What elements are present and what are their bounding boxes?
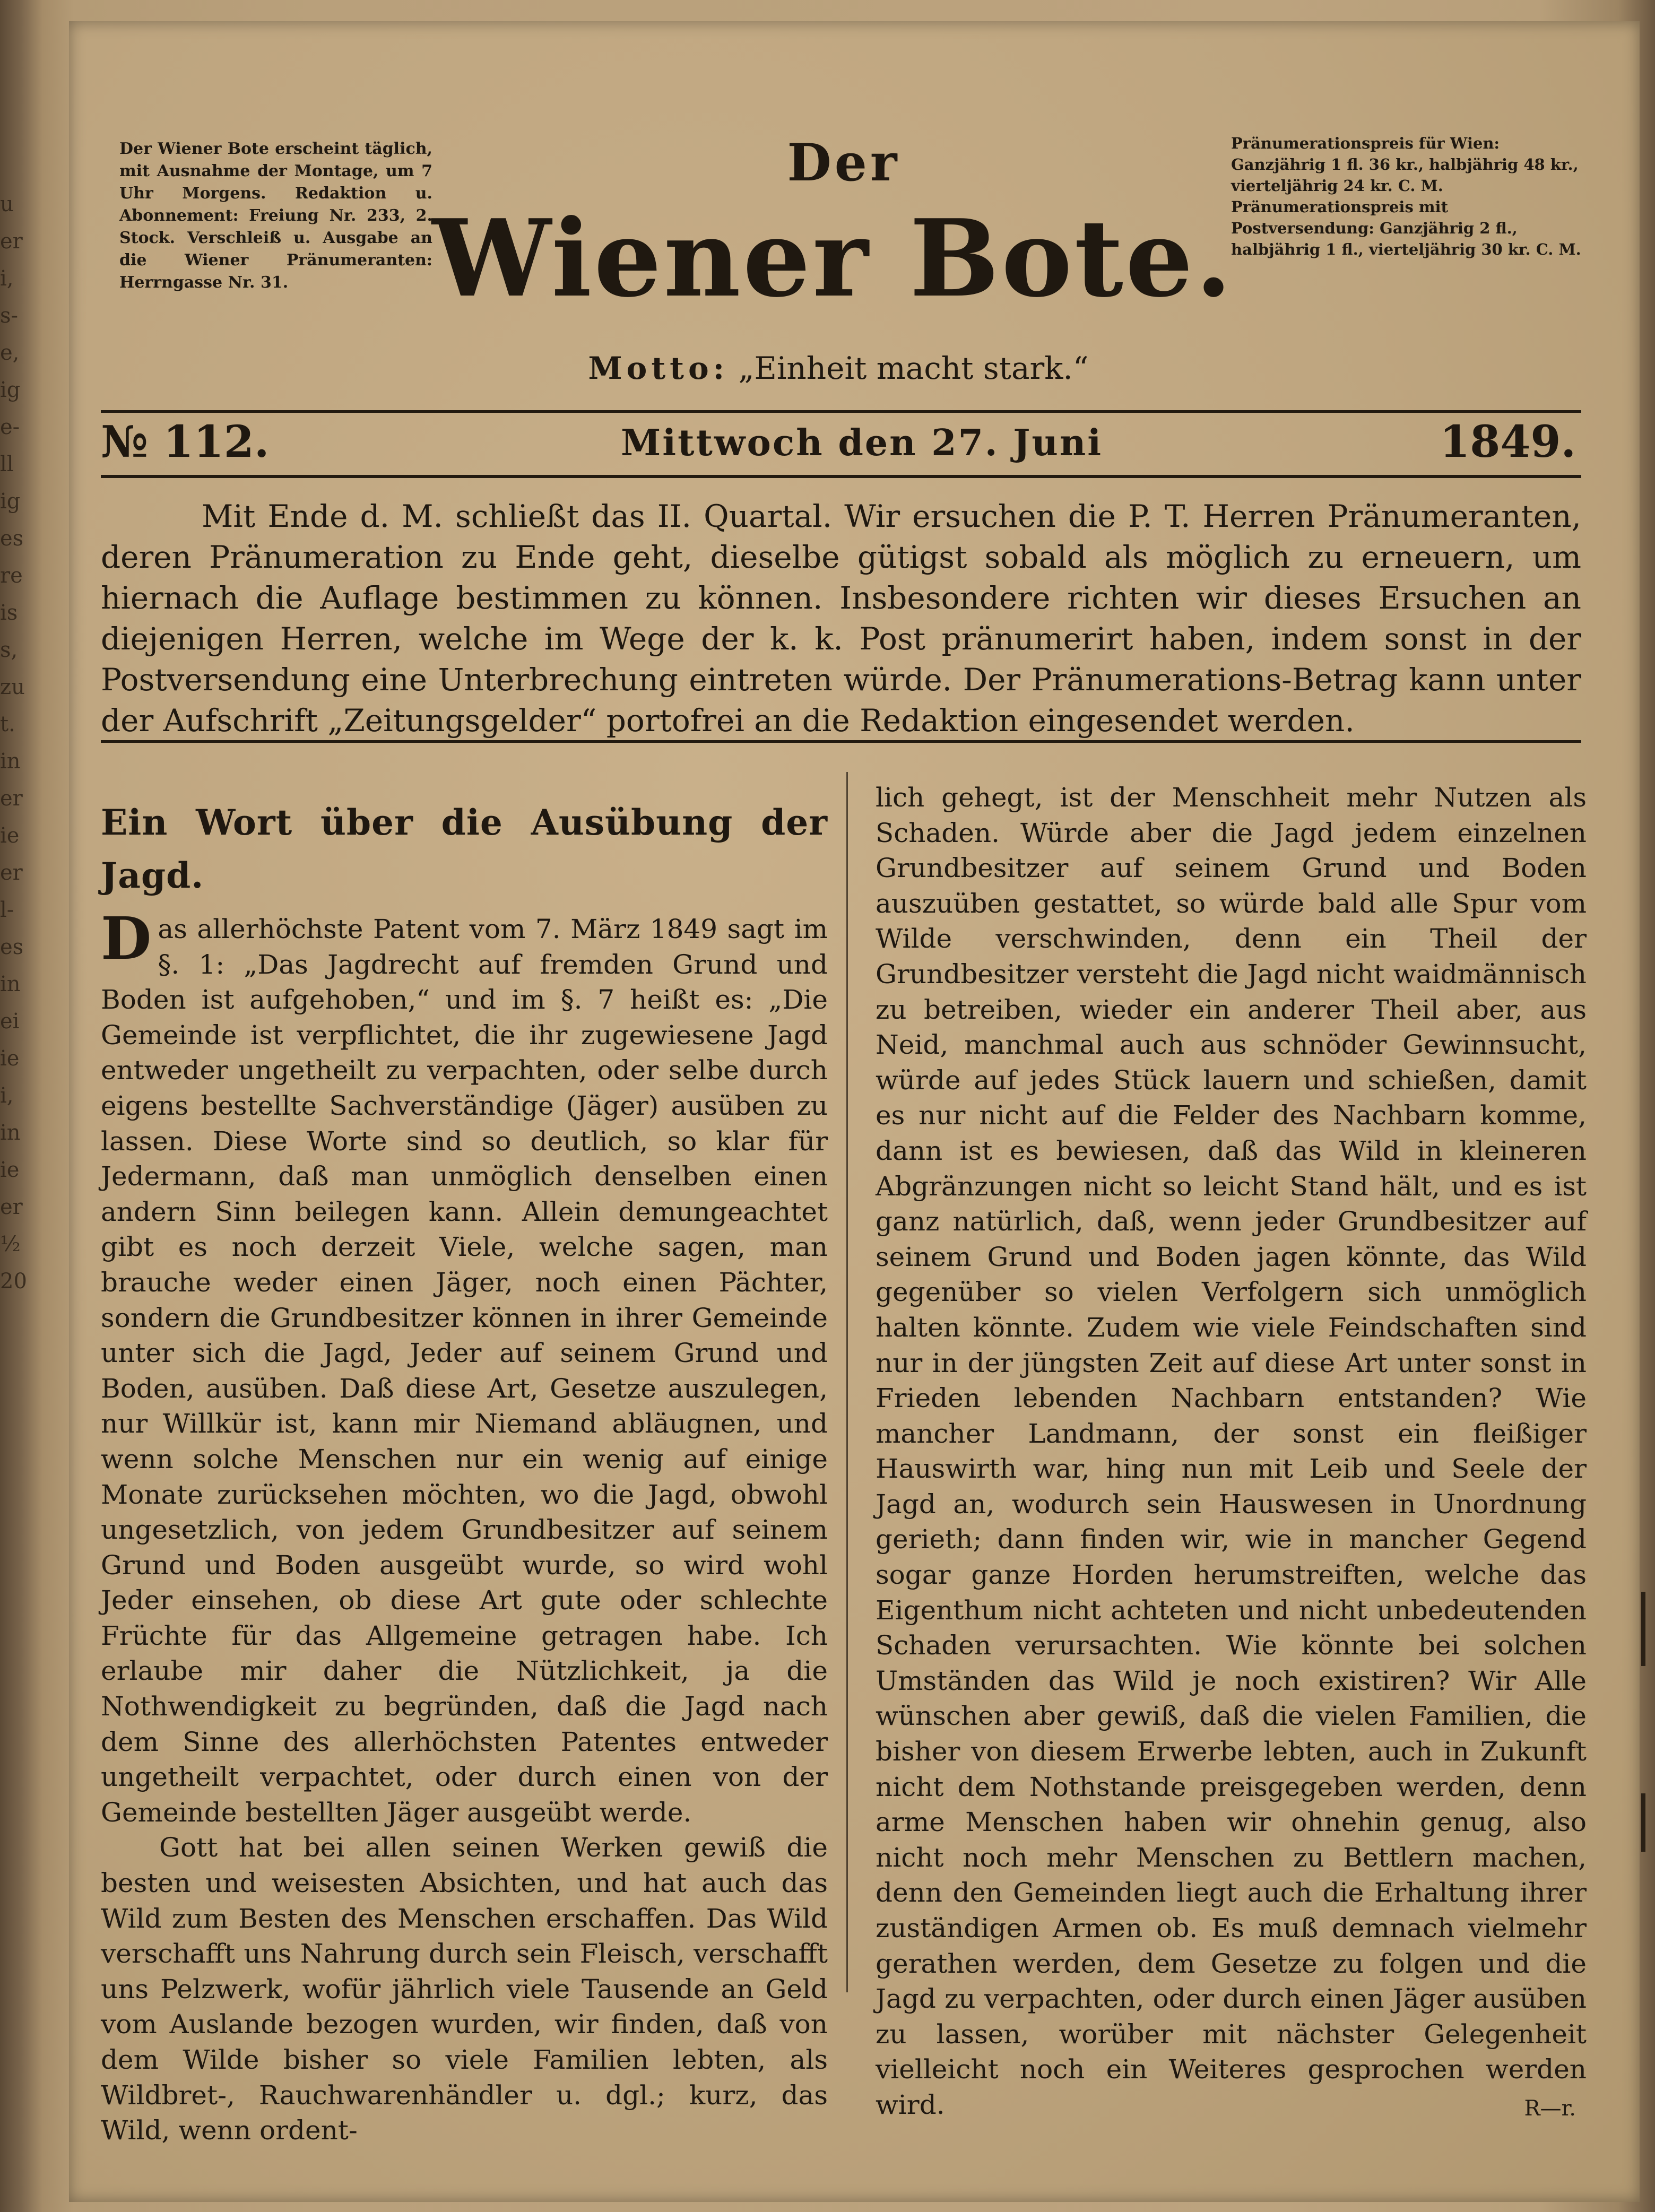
paragraph-1-text: as allerhöchste Patent vom 7. März 1849 sagt im §. 1: „Das Jagdrecht auf fremden Grund und Boden ist aufgehoben,“ und im §. 7 heißt es: „Die Gemeinde ist verpflichtet, die ihr zugewiesene Jagd entweder ungetheilt zu verpachten, oder selbe durch eigens bestellte Sachverständige (Jäger) ausüben zu lassen. Diese Worte sind so deutlich, so klar für Jedermann, daß man unmöglich denselben einen andern Sinn beilegen kann. Allein demungeachtet gibt es noch derzeit Viele, welche sagen, man brauche weder einen Jäger, noch einen Pächter, sondern die Grundbesitzer können in ihrer Gemeinde unter sich die Jagd, Jeder auf seinem Grund und Boden, ausüben. Daß diese Art, Gesetze auszulegen, nur Willkür ist, kann mir Niemand abläugnen, und wenn solche Menschen nur ein wenig auf einige Monate zurücksehen möchten, wo die Jagd, obwohl ungesetzlich, von jedem Grundbesitzer auf seinem Grund und Boden ausgeübt wurde, so wird wohl Jeder einsehen, ob diese Art gute oder schlechte Früchte für das Allgemeine getragen habe. Ich erlaube mir daher die Nützlichkeit, ja die Nothwendigkeit zu begründen, daß die Jagd nach dem Sinne des allerhöchsten Patentes entweder ungetheilt verpachtet, oder durch einen von der Gemeinde bestellten Jäger ausgeübt werde. bbox=[101, 914, 828, 1828]
previous-page-fragment: es bbox=[0, 935, 24, 959]
newspaper-title: Wiener Bote. bbox=[432, 196, 1234, 321]
motto-label: Motto: bbox=[588, 350, 729, 386]
drop-cap: D bbox=[101, 904, 152, 973]
previous-page-fragment: s- bbox=[0, 303, 19, 328]
previous-page-fragment: zu bbox=[0, 675, 25, 699]
issue-date: Mittwoch den 27. Juni bbox=[621, 422, 1103, 464]
paragraph-2-text-right: lich gehegt, ist der Menschheit mehr Nutzen als Schaden. Würde aber die Jagd jedem einzelnen Grundbesitzer auf seinem Grund und Boden auszuüben gestattet, so würde bald alle Spur vom Wilde verschwinden, denn ein Theil der Grundbesitzer versteht die Jagd nicht waidmännisch zu betreiben, wieder ein anderer Theil aber, aus Neid, manchmal auch aus schnöder Gewinnsucht, würde auf jedes Stück lauern und schießen, damit es nur nicht auf die Felder des Nachbarn komme, dann ist es bewiesen, daß das Wild in kleineren Abgränzungen nicht so leicht Stand hält, und es ist ganz natürlich, daß, wenn jeder Grundbesitzer auf seinem Grund und Boden jagen könnte, das Wild gegenüber so vielen Verfolgern sich unmöglich halten könnte. Zudem wie viele Feindschaften sind nur in der jüngsten Zeit auf diese Art unter sonst in Frieden lebenden Nachbarn entstanden? Wie mancher Landmann, der sonst ein fleißiger Hauswirth war, hing nun mit Leib und Seele der Jagd an, wodurch sein Hauswesen in Unordnung gerieth; dann finden wir, wie in mancher Gegend sogar ganze Horden herumstreiften, welche das Eigenthum nicht achteten und nicht unbedeutenden Schaden verursachten. Wie könnte bei solchen Umständen das Wild je noch existiren? Wir Alle wünschen aber gewiß, daß die vielen Familien, die bisher von diesem Erwerbe lebten, auch in Zukunft nicht dem Nothstande preisgegeben werden, denn arme Menschen haben wir ohnehin genug, also nicht noch mehr Menschen zu Bettlern machen, denn den Gemeinden liegt auch die Erhaltung ihrer zuständigen Armen ob. Es muß demnach vielmehr gerathen werden, dem Gesetze zu folgen und die Jagd zu verpachten, oder durch einen Jäger ausüben zu lassen, worüber mit nächster Gelegenheit vielleicht noch ein Weiteres gesprochen werden wird. bbox=[876, 782, 1587, 2120]
dateline bbox=[101, 411, 1581, 475]
previous-page-fragment: er bbox=[0, 786, 23, 811]
previous-page-fragment: ig bbox=[0, 489, 21, 514]
previous-page-fragment: is bbox=[0, 601, 18, 625]
article-headline: Ein Wort über die Ausübung der Jagd. bbox=[101, 802, 828, 896]
previous-page-fragment: l- bbox=[0, 898, 14, 922]
previous-page-fragment: es bbox=[0, 526, 24, 551]
notice-rule bbox=[101, 740, 1581, 743]
article-paragraph-1 bbox=[101, 904, 828, 1830]
motto-text: „Einheit macht stark.“ bbox=[738, 350, 1089, 386]
motto bbox=[573, 350, 1104, 386]
previous-page-fragment: ie bbox=[0, 1046, 20, 1071]
previous-page-fragment: er bbox=[0, 861, 23, 885]
previous-page-fragment: 20 bbox=[0, 1269, 27, 1294]
newspaper-page bbox=[69, 21, 1640, 2202]
previous-page-fragment: ½ bbox=[0, 1232, 21, 1256]
previous-page-fragment: ig bbox=[0, 378, 21, 402]
issue-year: 1849. bbox=[1440, 417, 1576, 467]
previous-page-fragment: e, bbox=[0, 341, 20, 365]
previous-page-fragment: ie bbox=[0, 1158, 20, 1182]
title-article: Der bbox=[787, 133, 900, 193]
article-paragraph-2-start bbox=[101, 1830, 828, 2148]
subscription-prices: Pränumerationspreis für Wien: Ganzjährig 1 fl. 36 kr., halbjährig 48 kr., vierteljährig 24 kr. C. M. Pränumerationspreis mit Postversendung: Ganzjährig 2 fl., halbjährig 1 fl., vierteljährig 30 kr. C. M. bbox=[1231, 134, 1581, 258]
previous-page-fragment: er bbox=[0, 1195, 23, 1219]
previous-page-fragment: e- bbox=[0, 415, 20, 439]
previous-page-fragment: in bbox=[0, 972, 21, 996]
subscription-notice: Mit Ende d. M. schließt das II. Quartal. Wir ersuchen die P. T. Herren Pränumeranten, deren Pränumeration zu Ende geht, dieselbe gütigst sobald als möglich zu erneuern, um hiernach die Auflage bestimmen zu können. Insbesondere richten wir dieses Ersuchen an diejenigen Herren, welche im Wege der k. k. Post pränumerirt haben, indem sonst in der Postversendung eine Unterbrechung eintreten würde. Der Pränumerations-Betrag kann unter der Aufschrift „Zeitungsgelder“ portofrei an die Redaktion eingesendet werden. bbox=[101, 498, 1581, 739]
article-column-left bbox=[101, 796, 828, 2148]
previous-page-fragment: ie bbox=[0, 823, 20, 848]
article-signature: R—r. bbox=[1524, 2096, 1576, 2121]
previous-page-fragment: t. bbox=[0, 712, 15, 736]
previous-page-fragment: i, bbox=[0, 266, 14, 291]
previous-page-fragment: ei bbox=[0, 1009, 20, 1034]
previous-page-fragment: in bbox=[0, 749, 21, 774]
previous-page-fragment: s, bbox=[0, 638, 18, 662]
previous-page-fragment: u bbox=[0, 192, 14, 216]
article-column-right bbox=[876, 780, 1587, 2126]
binding-mark bbox=[1641, 1793, 1645, 1852]
previous-page-fragment: ll bbox=[0, 452, 14, 476]
dateline-rule bbox=[101, 475, 1581, 478]
previous-page-fragment: i, bbox=[0, 1083, 14, 1108]
article-paragraph-2-continued bbox=[876, 780, 1587, 2123]
column-separator bbox=[846, 772, 848, 1992]
previous-page-fragment: in bbox=[0, 1121, 21, 1145]
previous-page-edge bbox=[0, 186, 37, 1777]
publication-info: Der Wiener Bote erscheint täglich, mit Ausnahme der Montage, um 7 Uhr Morgens. Redaktion u. Abonnement: Freiung Nr. 233, 2. Stock. Verschleiß u. Ausgabe an die Wiener Pränumeranten: Herrngasse Nr. 31. bbox=[119, 140, 432, 292]
previous-page-fragment: re bbox=[0, 563, 23, 588]
paragraph-2-text-left: Gott hat bei allen seinen Werken gewiß die besten und weisesten Absichten, und hat auch das Wild zum Besten des Menschen erschaffen. Das Wild verschafft uns Nahrung durch sein Fleisch, verschafft uns Pelzwerk, wofür jährlich viele Tausende an Geld vom Auslande bezogen wurden, wir finden, daß von dem Wilde bisher so viele Familien lebten, als Wildbret-, Rauchwarenhändler u. dgl.; kurz, das Wild, wenn ordent- bbox=[101, 1832, 828, 2146]
previous-page-fragment: er bbox=[0, 229, 23, 254]
binding-mark bbox=[1641, 1592, 1645, 1666]
issue-number: № 112. bbox=[101, 417, 270, 467]
